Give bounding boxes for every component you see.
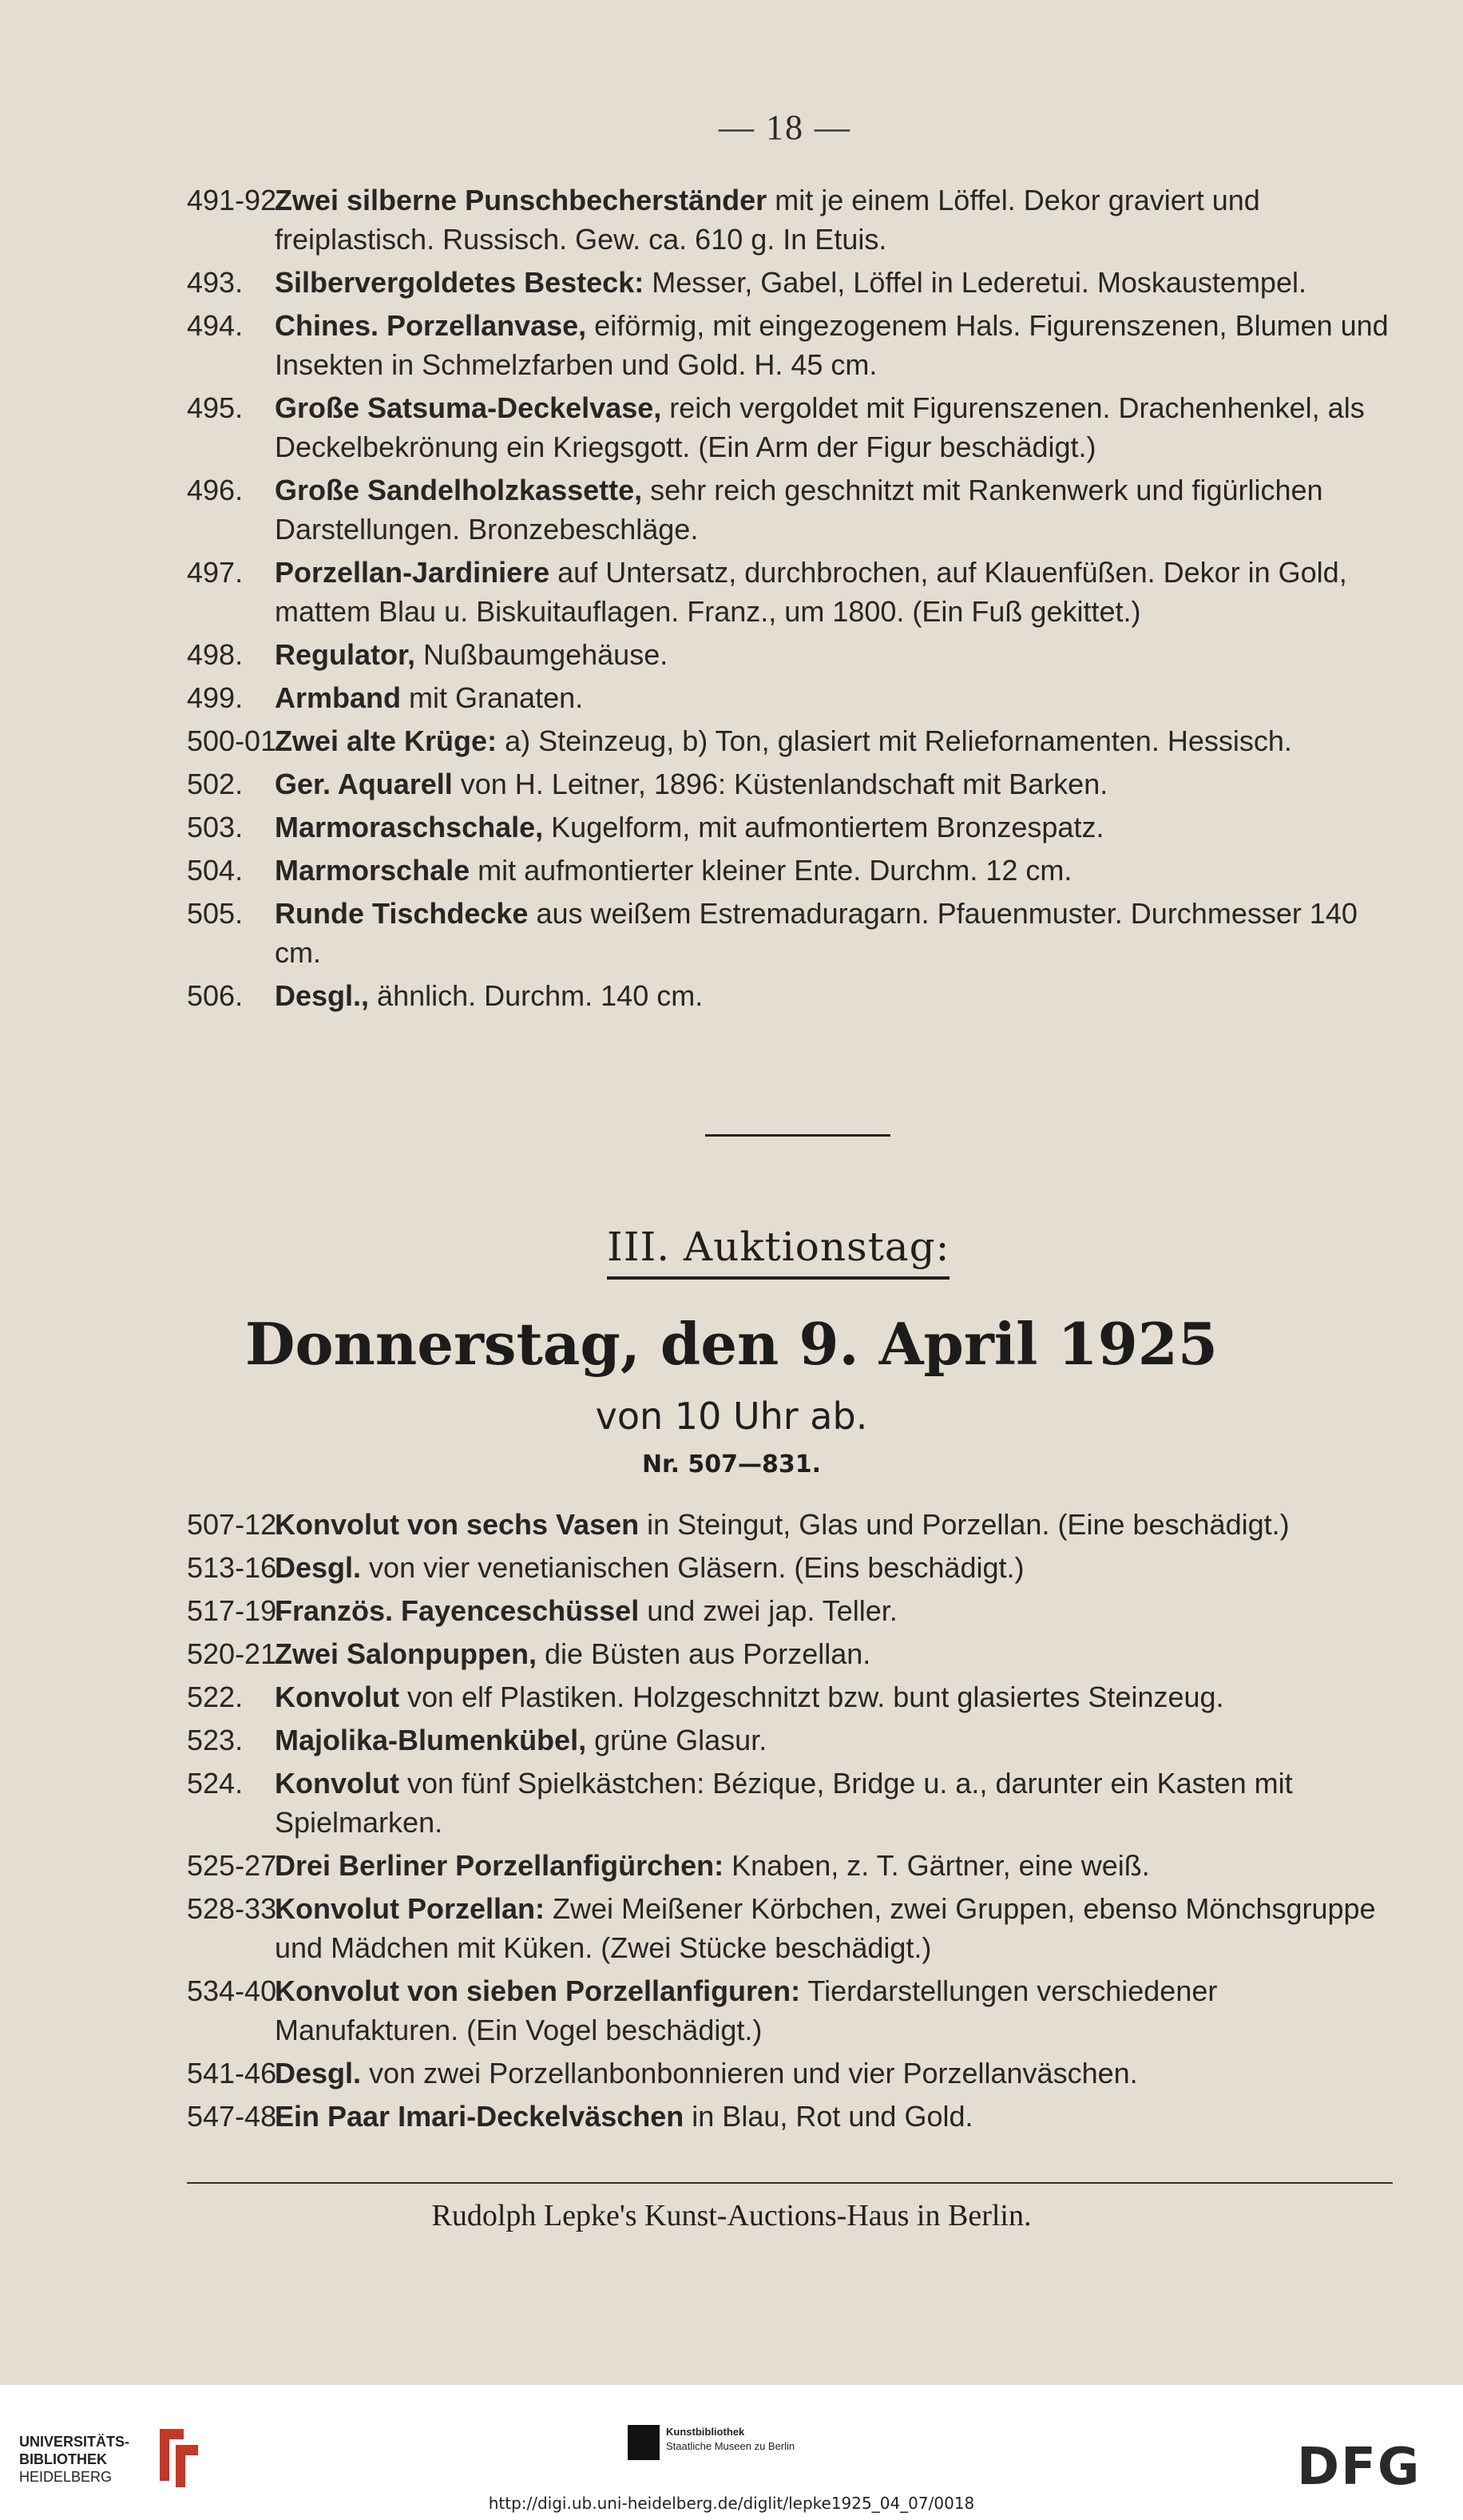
lot-number: 523. <box>187 1724 244 1756</box>
lot-entry <box>187 181 1409 259</box>
lot-entry <box>187 553 1409 631</box>
lot-entry <box>187 1971 1409 2050</box>
lot-list-day3 <box>187 1505 1409 2140</box>
lot-number: 522. <box>187 1681 244 1713</box>
ub-logo-line2: BIBLIOTHEK <box>19 2451 107 2467</box>
lot-entry <box>187 1505 1409 1544</box>
lot-title: Ein Paar Imari-Deckelväschen <box>275 2100 684 2133</box>
lot-title: Chines. Porzellanvase, <box>275 309 587 342</box>
section-divider <box>705 1134 890 1137</box>
lot-number: 505. <box>187 897 244 930</box>
lot-description: mit Granaten. <box>401 681 584 714</box>
lot-description: von vier venetianischen Gläsern. (Eins beschädigt.) <box>361 1551 1025 1584</box>
lot-description: und zwei jap. Teller. <box>639 1594 898 1627</box>
lot-description: eiförmig, mit eingezogenem Hals. Figurenszenen, Blumen und Insekten in Schmelzfarben und Gold. H. 45 cm. <box>275 309 1389 381</box>
ub-logo-mark-icon <box>152 2425 208 2489</box>
lot-number: 499. <box>187 681 244 714</box>
lot-title: Konvolut von sieben Porzellanfiguren: <box>275 1974 801 2007</box>
lot-title: Konvolut von sechs Vasen <box>275 1508 640 1541</box>
permalink-url[interactable]: http://digi.ub.uni-heidelberg.de/diglit/lepke1925_04_07/0018 <box>488 2494 975 2513</box>
auction-time-heading: von 10 Uhr ab. <box>595 1395 868 1438</box>
lot-number: 541-46. <box>187 2057 285 2089</box>
lot-entry <box>187 388 1409 466</box>
lot-title: Marmoraschschale, <box>275 811 544 843</box>
lot-description: Knaben, z. T. Gärtner, eine weiß. <box>724 1849 1150 1882</box>
lot-number: 547-48. <box>187 2100 285 2133</box>
lot-description: von H. Leitner, 1896: Küstenlandschaft mit Barken. <box>452 768 1108 800</box>
auction-day-title: III. Auktionstag: <box>607 1224 950 1280</box>
lot-entry <box>187 1764 1409 1842</box>
lot-entry <box>187 1548 1409 1587</box>
lot-description: von fünf Spielkästchen: Bézique, Bridge u. a., darunter ein Kasten mit Spielmarken. <box>275 1767 1293 1839</box>
lot-number: 524. <box>187 1767 244 1800</box>
lot-title: Zwei silberne Punschbecherständer <box>275 184 767 216</box>
lot-title: Konvolut <box>275 1767 399 1800</box>
lot-entry <box>187 1720 1409 1760</box>
lot-entry <box>187 1591 1409 1630</box>
kunstbibliothek-mark-icon <box>628 2425 660 2460</box>
lot-entry <box>187 1634 1409 1673</box>
ub-logo-line3: HEIDELBERG <box>19 2469 113 2485</box>
lot-title: Große Sandelholzkassette, <box>275 474 643 506</box>
lot-description: Zwei Meißener Körbchen, zwei Gruppen, ebenso Mönchsgruppe und Mädchen mit Küken. (Zwei Stücke beschädigt.) <box>275 1892 1376 1964</box>
lot-number: 494. <box>187 309 244 342</box>
lot-description: reich vergoldet mit Figurenszenen. Drachenhenkel, als Deckelbekrönung ein Kriegsgott. (Ein Arm der Figur beschädigt.) <box>275 391 1365 463</box>
lot-title: Zwei Salonpuppen, <box>275 1637 537 1670</box>
lot-title: Marmorschale <box>275 854 470 887</box>
lot-title: Drei Berliner Porzellanfigürchen: <box>275 1849 724 1882</box>
lot-number: 528-33. <box>187 1892 285 1925</box>
lot-entry <box>187 851 1409 890</box>
lot-title: Konvolut Porzellan: <box>275 1892 545 1925</box>
lot-description: ähnlich. Durchm. 140 cm. <box>369 979 704 1012</box>
lot-number: 520-21. <box>187 1637 285 1670</box>
lot-title: Runde Tischdecke <box>275 897 529 930</box>
lot-description: a) Steinzeug, b) Ton, glasiert mit Reliefornamenten. Hessisch. <box>497 724 1292 757</box>
lot-description: aus weißem Estremaduragarn. Pfauenmuster. Durchmesser 140 cm. <box>275 897 1358 969</box>
lot-title: Desgl. <box>275 2057 362 2089</box>
lot-title: Majolika-Blumenkübel, <box>275 1724 587 1756</box>
lot-description: von elf Plastiken. Holzgeschnitzt bzw. bunt glasiertes Steinzeug. <box>398 1681 1224 1713</box>
lot-number: 495. <box>187 391 244 424</box>
lot-list-day2 <box>187 181 1409 1019</box>
lot-title: Zwei alte Krüge: <box>275 724 498 757</box>
lot-description: in Blau, Rot und Gold. <box>684 2100 973 2133</box>
lot-title: Regulator, <box>275 638 416 671</box>
dfg-logo[interactable]: DFG <box>1297 2438 1421 2497</box>
lot-entry <box>187 635 1409 674</box>
lot-title: Armband <box>275 681 402 714</box>
lot-title: Französ. Fayenceschüssel <box>275 1594 640 1627</box>
lot-description: Messer, Gabel, Löffel in Lederetui. Moskaustempel. <box>644 266 1306 299</box>
kb-logo-subtitle: Staatliche Museen zu Berlin <box>666 2440 795 2452</box>
page-number: — 18 — <box>719 108 851 147</box>
lot-number: 503. <box>187 811 244 843</box>
lot-description: Tierdarstellungen verschiedener Manufakturen. (Ein Vogel beschädigt.) <box>275 1974 1218 2046</box>
lot-entry <box>187 764 1409 804</box>
lot-entry <box>187 1846 1409 1885</box>
lot-entry <box>187 678 1409 717</box>
lot-description: auf Untersatz, durchbrochen, auf Klauenfüßen. Dekor in Gold, mattem Blau u. Biskuitauflagen. Franz., um 1800. (Ein Fuß gekittet.) <box>275 556 1347 628</box>
footer-rule <box>187 2182 1393 2184</box>
lot-description: grüne Glasur. <box>586 1724 767 1756</box>
lot-description: in Steingut, Glas und Porzellan. (Eine beschädigt.) <box>639 1508 1290 1541</box>
lot-entry <box>187 721 1409 760</box>
lot-number: 506. <box>187 979 244 1012</box>
lot-entry <box>187 1677 1409 1716</box>
lot-number: 507-12. <box>187 1508 285 1541</box>
ub-logo-line1: UNIVERSITÄTS- <box>19 2434 130 2450</box>
lot-number: 525-27. <box>187 1849 285 1882</box>
lot-range-heading: Nr. 507—831. <box>641 1450 822 1478</box>
lot-number: 502. <box>187 768 244 800</box>
lot-title: Desgl., <box>275 979 370 1012</box>
lot-description: mit je einem Löffel. Dekor graviert und freiplastisch. Russisch. Gew. ca. 610 g. In Etuis. <box>275 184 1260 256</box>
lot-title: Porzellan-Jardiniere <box>275 556 550 589</box>
lot-entry <box>187 2097 1409 2136</box>
lot-title: Ger. Aquarell <box>275 768 453 800</box>
lot-number: 517-19. <box>187 1594 285 1627</box>
lot-number: 498. <box>187 638 244 671</box>
lot-title: Silbervergoldetes Besteck: <box>275 266 644 299</box>
lot-number: 493. <box>187 266 244 299</box>
lot-number: 496. <box>187 474 244 506</box>
lot-number: 504. <box>187 854 244 887</box>
publisher-footer: Rudolph Lepke's Kunst-Auctions-Haus in Berlin. <box>431 2199 1032 2232</box>
lot-entry <box>187 894 1409 972</box>
lot-number: 491-92. <box>187 184 285 216</box>
lot-entry <box>187 976 1409 1015</box>
kb-logo-name: Kunstbibliothek <box>666 2426 745 2438</box>
lot-description: die Büsten aus Porzellan. <box>537 1637 871 1670</box>
lot-description: mit aufmontierter kleiner Ente. Durchm. 12 cm. <box>470 854 1072 887</box>
lot-entry <box>187 1889 1409 1967</box>
lot-number: 497. <box>187 556 244 589</box>
lot-title: Große Satsuma-Deckelvase, <box>275 391 662 424</box>
lot-description: von zwei Porzellanbonbonnieren und vier Porzellanväschen. <box>361 2057 1138 2089</box>
auction-date-heading: Donnerstag, den 9. April 1925 <box>245 1310 1218 1378</box>
lot-entry <box>187 2054 1409 2093</box>
lot-title: Desgl. <box>275 1551 362 1584</box>
lot-entry <box>187 263 1409 302</box>
lot-number: 500-01. <box>187 724 285 757</box>
lot-description: Kugelform, mit aufmontiertem Bronzespatz. <box>543 811 1104 843</box>
lot-entry <box>187 808 1409 847</box>
lot-number: 513-16. <box>187 1551 285 1584</box>
lot-description: sehr reich geschnitzt mit Rankenwerk und figürlichen Darstellungen. Bronzebeschläge. <box>275 474 1323 546</box>
lot-number: 534-40. <box>187 1974 285 2007</box>
lot-description: Nußbaumgehäuse. <box>415 638 668 671</box>
ub-heidelberg-logo[interactable] <box>19 2433 129 2486</box>
lot-entry <box>187 306 1409 384</box>
lot-entry <box>187 470 1409 549</box>
lot-title: Konvolut <box>275 1681 399 1713</box>
